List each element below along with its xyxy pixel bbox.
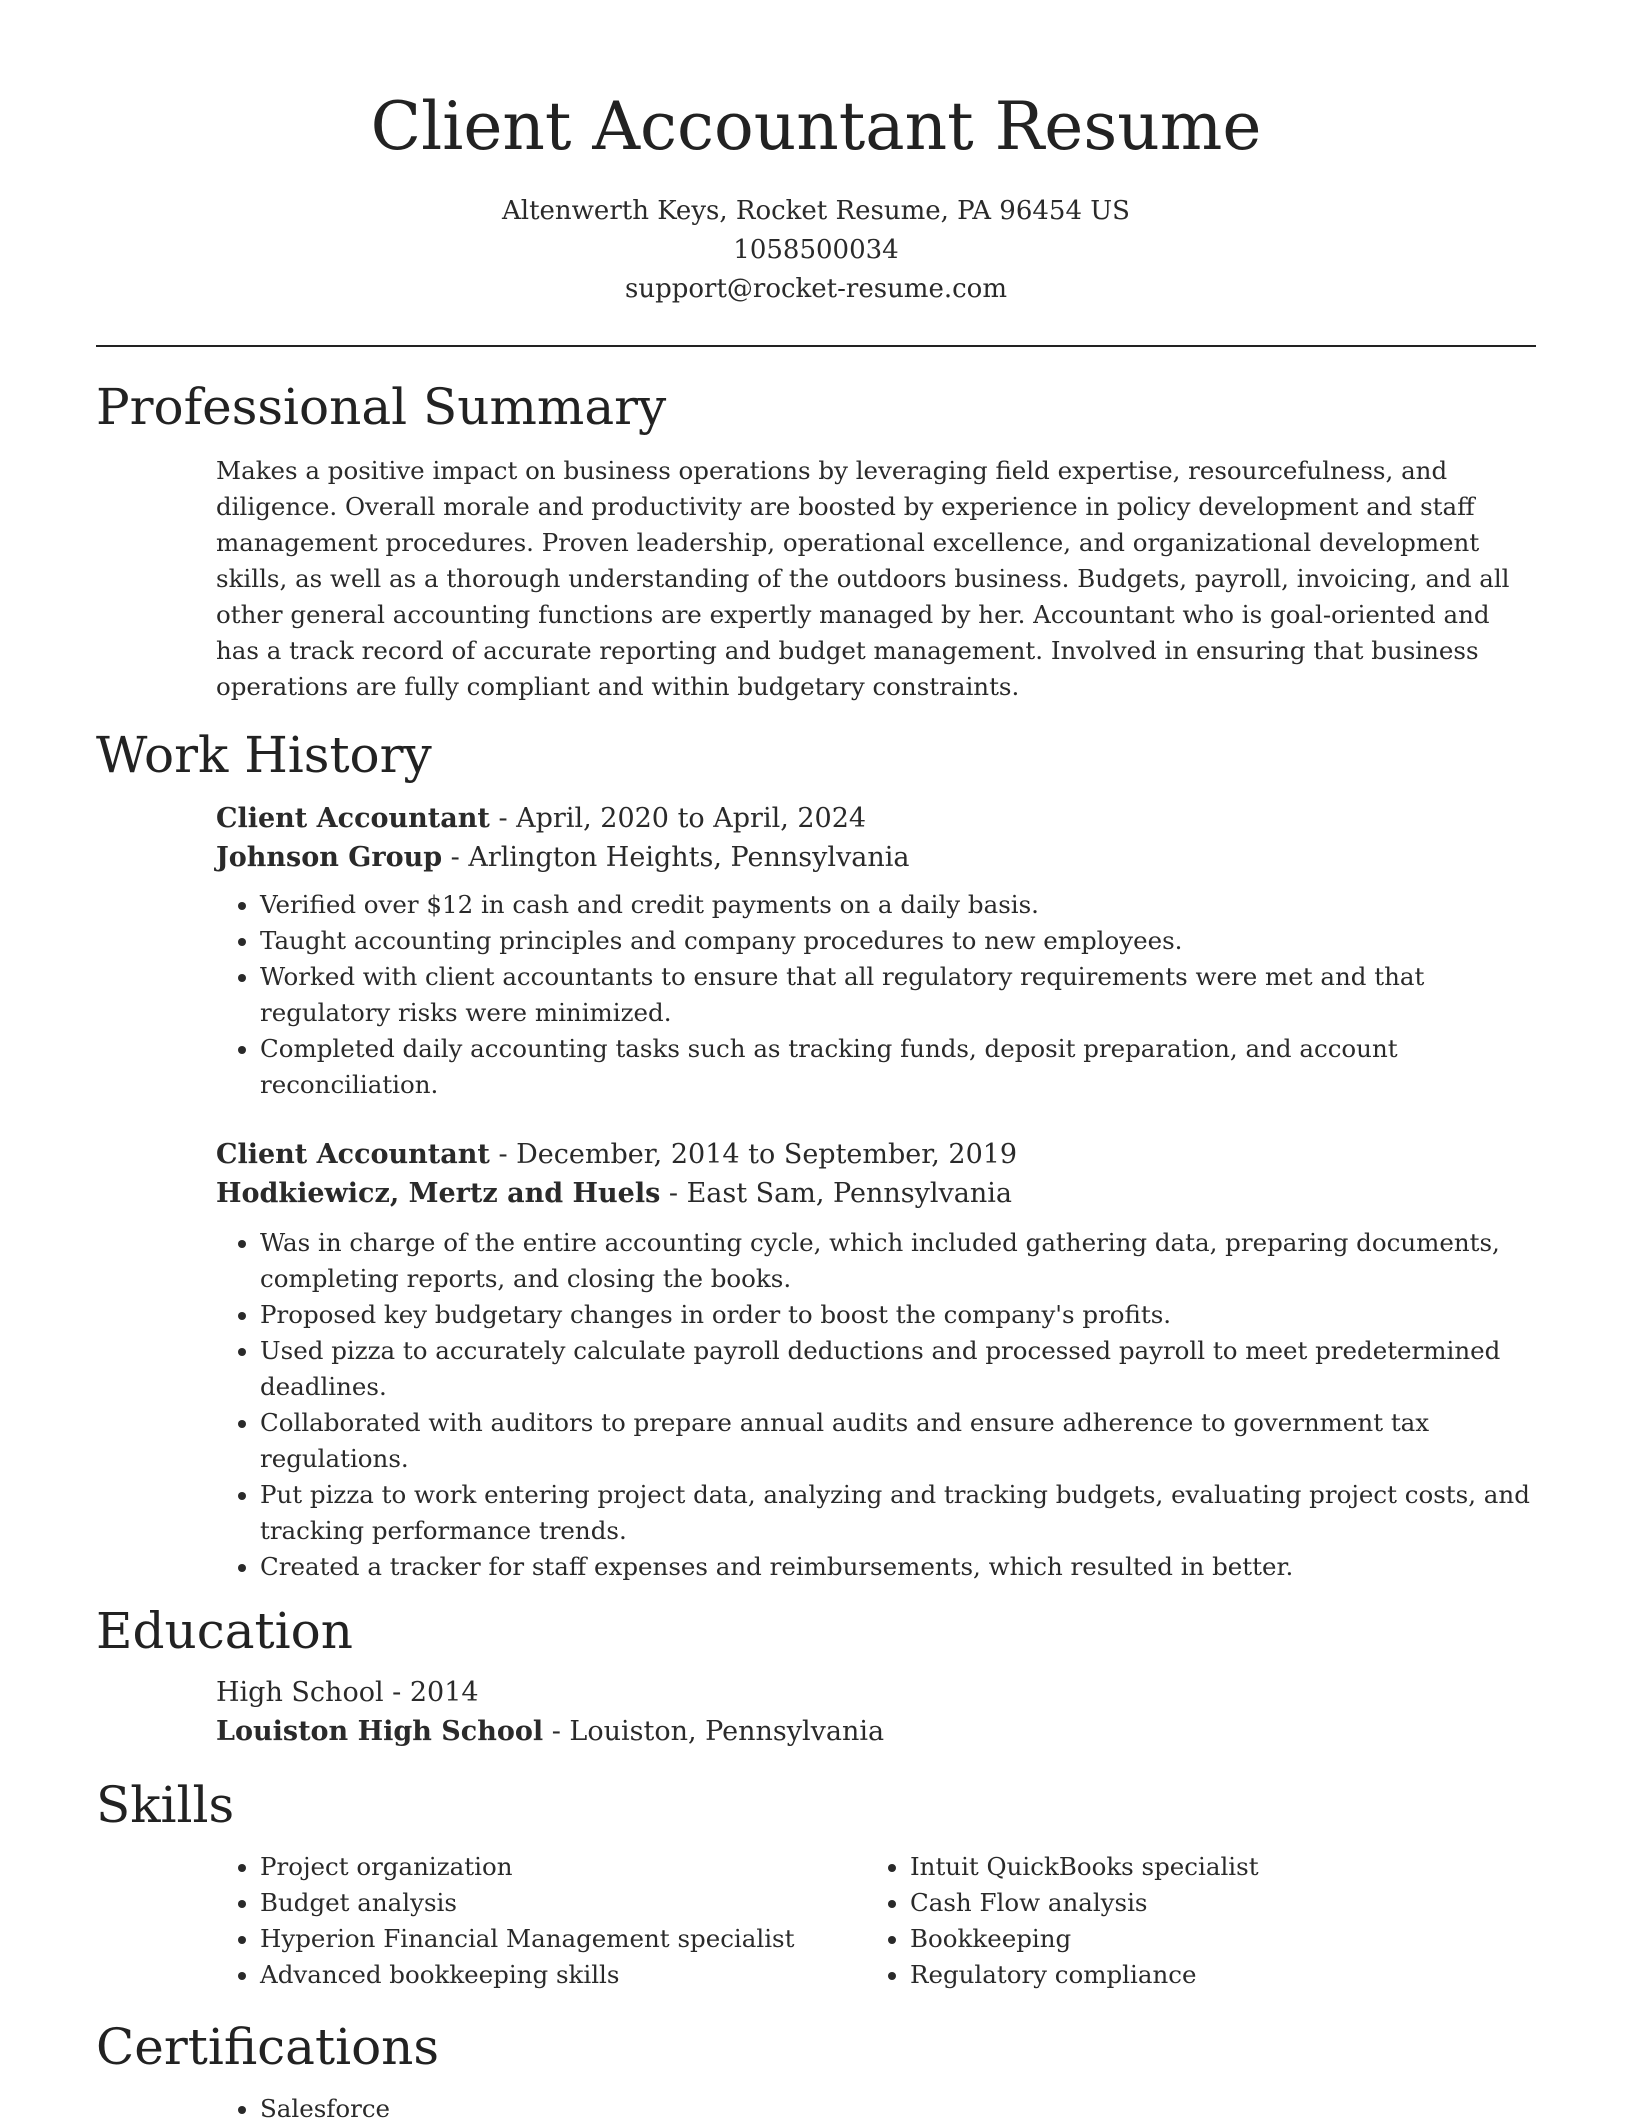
skills-list-left xyxy=(216,1849,866,1993)
contact-block xyxy=(96,192,1536,309)
skills-grid xyxy=(216,1849,1536,1993)
skill-item: • Project organization xyxy=(260,1849,866,1885)
job-bullet-list xyxy=(216,1225,1536,1585)
education-school-line xyxy=(216,1712,1536,1751)
contact-email: support@rocket-resume.com xyxy=(624,274,1007,304)
job-entry xyxy=(216,799,1536,1103)
job-bullet-list xyxy=(216,887,1536,1103)
job-dates: - December, 2014 to September, 2019 xyxy=(489,1139,1018,1170)
education-year: - 2014 xyxy=(383,1677,479,1708)
job-company: Johnson Group xyxy=(216,842,443,873)
certifications-heading: Certifications xyxy=(96,2018,440,2076)
job-company-line xyxy=(216,1174,1536,1213)
contact-phone: 1058500034 xyxy=(733,235,899,265)
job-bullet: • Proposed key budgetary changes in order to boost the company's profits. xyxy=(260,1297,1536,1333)
education-degree-line xyxy=(216,1673,1536,1712)
job-company: Hodkiewicz, Mertz and Huels xyxy=(216,1178,661,1209)
job-bullet: • Used pizza to accurately calculate payroll deductions and processed payroll to meet predetermined deadlines. xyxy=(260,1333,1536,1405)
education-heading: Education xyxy=(96,1602,353,1660)
job-title-line xyxy=(216,799,1536,838)
summary-section xyxy=(96,453,1536,705)
job-entry xyxy=(216,1135,1536,1585)
job-bullet: • Created a tracker for staff expenses and reimbursements, which resulted in better. xyxy=(260,1549,1536,1585)
job-location: - East Sam, Pennsylvania xyxy=(660,1178,1012,1209)
job-title-line xyxy=(216,1135,1536,1174)
job-title: Client Accountant xyxy=(216,803,490,834)
skill-item: • Regulatory compliance xyxy=(910,1957,1510,1993)
education-section xyxy=(96,1673,1536,1751)
job-title: Client Accountant xyxy=(216,1139,490,1170)
certifications-section xyxy=(96,2091,1536,2127)
job-dates: - April, 2020 to April, 2024 xyxy=(489,803,867,834)
summary-text: Makes a positive impact on business operations by leveraging field expertise, resourcefulness, and diligence. Overall morale and productivity are boosted by experience in policy development and staff management procedures. Proven leadership, operational excellence, and organizational development skills, as well as a thorough understanding of the outdoors business. Budgets, payroll, invoicing, and all other general accounting functions are expertly managed by her. Accountant who is goal-oriented and has a track record of accurate reporting and budget management. Involved in ensuring that business operations are fully compliant and within budgetary constraints. xyxy=(216,456,1510,701)
skills-heading: Skills xyxy=(96,1776,235,1834)
skills-section xyxy=(96,1849,1536,1993)
contact-address: Altenwerth Keys, Rocket Resume, PA 96454 US xyxy=(502,196,1130,226)
job-bullet: • Was in charge of the entire accounting cycle, which included gathering data, preparing documents, completing reports, and closing the books. xyxy=(260,1225,1536,1297)
summary-heading: Professional Summary xyxy=(96,378,667,436)
resume-page xyxy=(96,0,1536,2127)
work-history-heading: Work History xyxy=(96,726,432,784)
job-bullet: • Completed daily accounting tasks such as tracking funds, deposit preparation, and account reconciliation. xyxy=(260,1031,1536,1103)
job-location: - Arlington Heights, Pennsylvania xyxy=(442,842,910,873)
skill-item: • Cash Flow analysis xyxy=(910,1885,1510,1921)
job-bullet: • Taught accounting principles and company procedures to new employees. xyxy=(260,923,1536,959)
education-degree: High School xyxy=(216,1677,384,1708)
header-divider xyxy=(96,345,1536,347)
work-history-section xyxy=(96,799,1536,1585)
skill-item: • Intuit QuickBooks specialist xyxy=(910,1849,1510,1885)
skills-list-right xyxy=(866,1849,1510,1993)
skill-item: • Budget analysis xyxy=(260,1885,866,1921)
education-location: - Louiston, Pennsylvania xyxy=(543,1716,885,1747)
education-school: Louiston High School xyxy=(216,1716,544,1747)
job-bullet: • Verified over $12 in cash and credit payments on a daily basis. xyxy=(260,887,1536,923)
resume-title: Client Accountant Resume xyxy=(370,88,1262,165)
skill-item: • Bookkeeping xyxy=(910,1921,1510,1957)
job-company-line xyxy=(216,838,1536,877)
job-bullet: • Collaborated with auditors to prepare annual audits and ensure adherence to government tax regulations. xyxy=(260,1405,1536,1477)
job-bullet: • Worked with client accountants to ensure that all regulatory requirements were met and that regulatory risks were minimized. xyxy=(260,959,1536,1031)
job-bullet: • Put pizza to work entering project data, analyzing and tracking budgets, evaluating project costs, and tracking performance trends. xyxy=(260,1477,1536,1549)
skill-item: • Advanced bookkeeping skills xyxy=(260,1957,866,1993)
skill-item: • Hyperion Financial Management specialist xyxy=(260,1921,866,1957)
certifications-list xyxy=(216,2091,1536,2127)
certification-item: • Salesforce xyxy=(260,2091,1536,2127)
